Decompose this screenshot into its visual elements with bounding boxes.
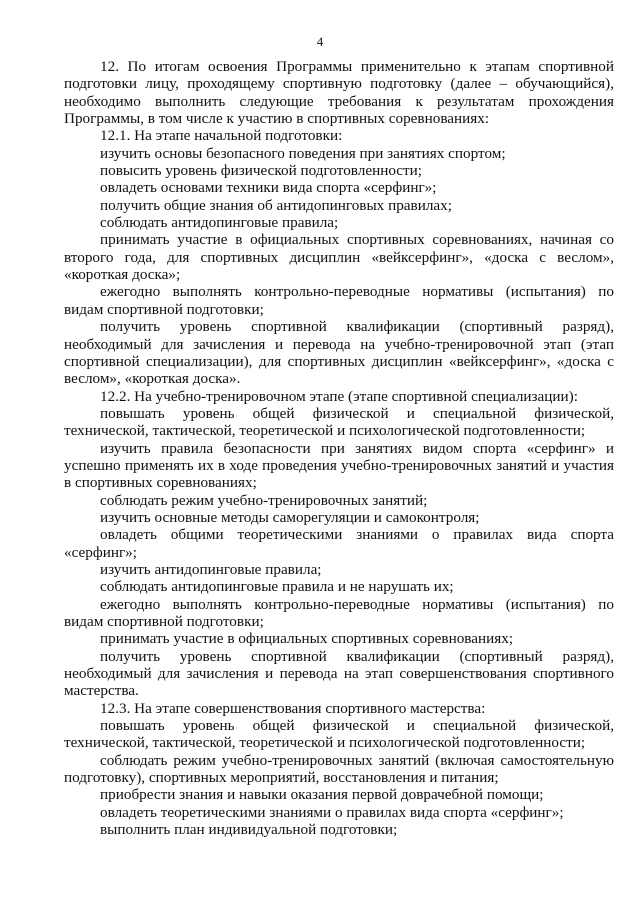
list-item: изучить правила безопасности при занятиях видом спорта «серфинг» и успешно применять их в ходе проведения учебно-тренировочных занятий и участия в спортивных соревнованиях; — [64, 439, 614, 492]
list-item: ежегодно выполнять контрольно-переводные нормативы (испытания) по видам спортивной подготовки; — [64, 283, 614, 318]
list-item: повышать уровень общей физической и специальной физической, технической, тактической, теоретической и психологической подготовленности; — [64, 404, 614, 440]
list-item: выполнить план индивидуальной подготовки; — [100, 821, 398, 839]
section-heading-12-2: 12.2. На учебно-тренировочном этапе (этапе спортивной специализации): — [100, 387, 578, 405]
list-item: повышать уровень общей физической и специальной физической, технической, тактической, теоретической и психологической подготовленности; — [64, 717, 614, 752]
list-item: изучить основы безопасного поведения при занятиях спортом; — [100, 144, 506, 162]
list-item: принимать участие в официальных спортивных соревнованиях; — [100, 630, 514, 648]
list-item: получить уровень спортивной квалификации (спортивный разряд), необходимый для зачисления и перевода на учебно-тренировочной этап (этап спортивной специализации), для спортивных дисциплин «вейксерфинг», «доска с веслом», «короткая доска». — [64, 318, 614, 388]
document-body — [64, 58, 614, 838]
list-item: овладеть основами техники вида спорта «серфинг»; — [100, 179, 437, 197]
list-item: повысить уровень физической подготовленности; — [100, 162, 423, 180]
list-item: ежегодно выполнять контрольно-переводные нормативы (испытания) по видам спортивной подготовки; — [64, 595, 614, 630]
list-item: овладеть общими теоретическими знаниями о правилах вида спорта «серфинг»; — [64, 526, 614, 561]
list-item: получить уровень спортивной квалификации (спортивный разряд), необходимый для зачисления и перевода на этап совершенствования спортивного мастерства. — [64, 647, 614, 700]
list-item: соблюдать режим учебно-тренировочных занятий; — [100, 491, 428, 509]
paragraph-12-intro: 12. По итогам освоения Программы применительно к этапам спортивной подготовки лицу, проходящему спортивную подготовку (далее – обучающийся), необходимо выполнить следующие требования к результатам прохождения Программы, в том числе к участию в спортивных соревнованиях: — [64, 58, 614, 128]
section-heading-12-1: 12.1. На этапе начальной подготовки: — [100, 127, 343, 145]
list-item: изучить антидопинговые правила; — [100, 560, 322, 578]
list-item: получить общие знания об антидопинговых правилах; — [100, 196, 452, 214]
list-item: соблюдать антидопинговые правила; — [100, 214, 339, 232]
list-item: принимать участие в официальных спортивных соревнованиях, начиная со второго года, для спортивных дисциплин «вейксерфинг», «доска с веслом», «короткая доска»; — [64, 231, 614, 284]
list-item: соблюдать антидопинговые правила и не нарушать их; — [100, 578, 454, 596]
list-item: приобрести знания и навыки оказания первой доврачебной помощи; — [100, 786, 544, 804]
list-item: изучить основные методы саморегуляции и самоконтроля; — [100, 508, 480, 526]
list-item: овладеть теоретическими знаниями о правилах вида спорта «серфинг»; — [100, 803, 564, 821]
page-number: 4 — [316, 34, 324, 49]
section-heading-12-3: 12.3. На этапе совершенствования спортивного мастерства: — [100, 699, 486, 717]
list-item: соблюдать режим учебно-тренировочных занятий (включая самостоятельную подготовку), спортивных мероприятий, восстановления и питания; — [64, 751, 614, 787]
